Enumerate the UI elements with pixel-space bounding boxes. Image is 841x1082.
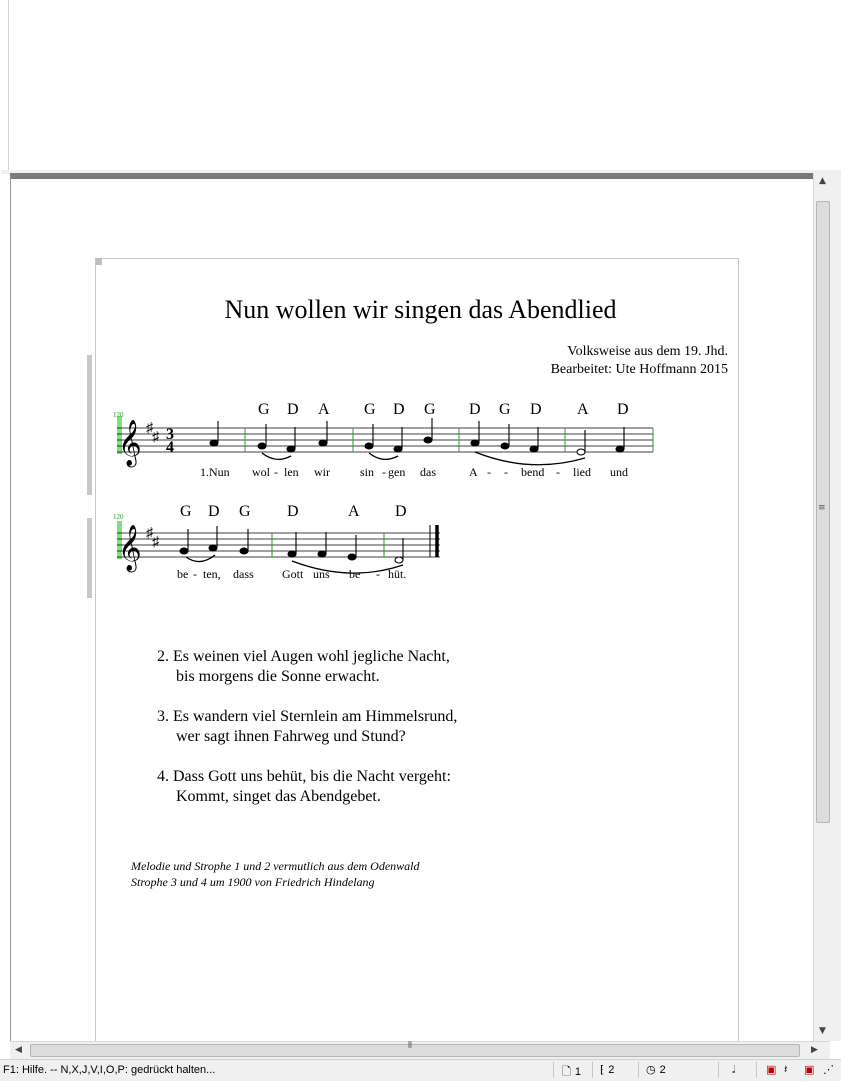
tempo-label: 120 [113,513,124,521]
svg-text:sin: sin [360,465,375,479]
grip-icon: ≡ [818,503,826,513]
svg-text:A: A [469,465,478,479]
svg-text:be: be [177,567,189,581]
tempo-label: 120 [113,411,124,419]
verse-line: Kommt, singet das Abendgebet. [176,788,381,805]
svg-text:A: A [348,503,360,520]
help-text: F1: Hilfe. -- N,X,J,V,I,O,P: gedrückt halten... [3,1064,216,1076]
svg-text:-: - [504,465,508,479]
note [348,554,356,560]
svg-text:G: G [364,401,376,418]
lyrics [177,567,406,581]
key-signature-sharp-c: ♯ [152,430,159,445]
svg-text:uns: uns [313,567,330,581]
note [287,446,295,452]
half-note-icon[interactable]: 𝅗𝅥 [732,1063,736,1076]
horizontal-scrollbar[interactable] [10,1041,830,1059]
music-system-2[interactable] [0,495,841,590]
svg-text:D: D [617,401,629,418]
svg-text:G: G [239,503,251,520]
half-note [395,557,403,563]
note [501,443,509,449]
svg-text:G: G [499,401,511,418]
verse-line: 4. Dass Gott uns behüt, bis die Nacht vergeht: [157,768,451,785]
clock-icon: ◷ [646,1063,656,1076]
svg-text:len: len [284,465,299,479]
time-signature-bottom: 4 [166,439,174,456]
note [530,446,538,452]
key-signature-sharp-f: ♯ [146,526,153,541]
svg-text:-: - [382,465,386,479]
note [424,437,432,443]
notes [210,418,624,455]
svg-text:G: G [180,503,192,520]
key-signature-sharp-f: ♯ [146,421,153,436]
voice-number: 2 [659,1064,666,1076]
svg-text:D: D [208,503,220,520]
note [319,440,327,446]
svg-text:1.Nun: 1.Nun [200,465,230,479]
verse-line: 2. Es weinen viel Augen wohl jegliche Nacht, [157,648,450,665]
svg-text:D: D [287,503,299,520]
svg-text:D: D [395,503,407,520]
svg-text:und: und [610,465,628,479]
treble-clef-icon: 𝄞 [118,525,142,570]
svg-text:G: G [424,401,436,418]
svg-text:gen: gen [388,465,406,479]
key-signature-sharp-c: ♯ [152,535,159,550]
right-edge [830,173,841,1041]
record-icon[interactable]: ▣ [804,1063,815,1076]
svg-text:hüt.: hüt. [388,567,407,581]
record-icon[interactable]: ▣ [766,1063,777,1076]
status-bar [0,1059,841,1081]
scroll-up-icon[interactable]: ▲ [819,176,826,186]
svg-text:lied: lied [573,465,591,479]
verse-4 [157,767,451,807]
slurs [262,452,585,465]
svg-text:G: G [258,401,270,418]
svg-text:-: - [487,465,491,479]
note [258,443,266,449]
scroll-down-icon[interactable]: ▼ [819,1026,826,1036]
arranger-credit: Bearbeitet: Ute Hoffmann 2015 [550,362,728,377]
music-system-1[interactable] [0,390,841,490]
staff-indicator [600,1063,614,1076]
svg-text:-: - [376,567,380,581]
note [471,440,479,446]
note [288,551,296,557]
svg-text:-: - [193,567,197,581]
page-indicator [562,1063,581,1082]
notes [180,526,403,563]
svg-text:D: D [287,401,299,418]
staff-lines [117,428,653,452]
svg-text:das: das [420,465,436,479]
svg-text:-: - [556,465,560,479]
final-barline [430,525,437,557]
svg-text:D: D [393,401,405,418]
note [394,446,402,452]
grip-icon: ⦀ [408,1041,412,1051]
time-signature-top: 3 [166,426,174,443]
verse-line: wer sagt ihnen Fahrweg und Stund? [176,728,406,745]
note [209,545,217,551]
staff-lines [117,533,440,557]
svg-text:be: be [349,567,361,581]
svg-text:A: A [577,401,589,418]
composer-credit: Volksweise aus dem 19. Jhd. [567,344,728,359]
svg-text:D: D [469,401,481,418]
svg-text:wol: wol [252,465,270,479]
svg-text:A: A [318,401,330,418]
toolbar-area [8,0,841,170]
vertical-scrollbar[interactable] [813,173,831,1041]
page-corner-marker [95,258,102,265]
lyrics [200,465,628,479]
scroll-left-icon[interactable]: ◀ [15,1045,22,1055]
song-title: Nun wollen wir singen das Abendlied [224,295,617,324]
horizontal-scroll-thumb[interactable] [30,1044,800,1057]
chord-symbols [258,401,629,418]
rest-icon[interactable]: 𝄽 [784,1063,788,1076]
resize-grip-icon[interactable]: ⋰ [823,1063,834,1076]
verse-2 [157,647,450,687]
svg-text:bend: bend [521,465,545,479]
scroll-right-icon[interactable]: ▶ [811,1045,818,1055]
chord-symbols [180,503,407,520]
note [318,551,326,557]
verse-3 [157,707,457,747]
footnote-line-2: Strophe 3 und 4 um 1900 von Friedrich Hindelang [131,875,375,889]
svg-text:wir: wir [314,465,330,479]
svg-text:Gott: Gott [282,567,304,581]
half-note [577,449,585,455]
note [616,446,624,452]
page-number: 1 [574,1066,581,1078]
treble-clef-icon: 𝄞 [118,420,142,465]
footnote-line-1: Melodie und Strophe 1 und 2 vermutlich aus dem Odenwald [131,859,420,873]
page-icon: 🗋 [562,1065,571,1078]
svg-text:-: - [274,465,278,479]
note [210,440,218,446]
note [240,548,248,554]
note [365,443,373,449]
svg-text:D: D [530,401,542,418]
staff-number: 2 [608,1064,615,1076]
note [180,548,188,554]
svg-text:dass: dass [233,567,254,581]
voice-indicator [646,1063,666,1076]
verse-line: bis morgens die Sonne erwacht. [176,668,380,685]
verse-line: 3. Es wandern viel Sternlein am Himmelsrund, [157,708,458,725]
bracket-icon: ⁅ [600,1063,605,1076]
svg-text:ten,: ten, [203,567,221,581]
